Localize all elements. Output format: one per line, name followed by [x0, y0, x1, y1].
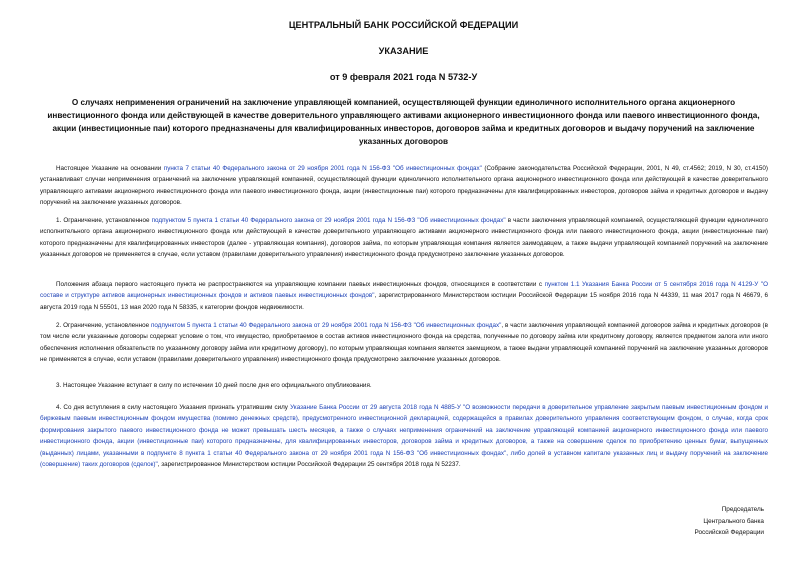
clause-1-text-a: 1. Ограничение, установленное — [56, 217, 152, 224]
preamble-text-a: Настоящее Указание на основании — [56, 165, 164, 172]
signature-org-line-1: Центрального банка — [703, 517, 764, 525]
clause-1-2-text-a: Положения абзаца первого настоящего пункта не распространяются на управляющие компании паевых инвестиционных фондов, относящихся в соответствии с — [56, 281, 545, 288]
link-law-156fz-art40-p7[interactable]: пункта 7 статьи 40 Федерального закона от 29 ноября 2001 года N 156-ФЗ "Об инвестиционных фондах" — [163, 165, 482, 172]
clause-1-2-text-b: , зарегистрированного Министерством юстиции Российской Федерации 15 ноября 2016 года N 44339, 11 мая 2017 года N 46679, 6 августа 2019 года N 55501, 13 мая 2020 года N 58335, к категории фондов недвижимости. — [40, 292, 769, 311]
signature-org-line-2: Российской Федерации — [694, 529, 764, 536]
clause-4-paragraph — [40, 402, 768, 470]
clause-1-paragraph — [40, 215, 768, 261]
clause-4-text-b: , зарегистрированное Министерством юстиции Российской Федерации 25 сентября 2018 года N 52237. — [157, 461, 461, 469]
link-ukazanie-4129u[interactable]: пунктом 1.1 Указания Банка России от 5 сентября 2016 года N 4129-У "О составе и структуре активов акционерных инвестиционных фондов и активов паевых инвестиционных фондов" — [40, 281, 768, 300]
clause-1-second-paragraph — [40, 279, 768, 313]
document-type-heading: УКАЗАНИЕ — [378, 46, 429, 56]
link-ukazanie-4885u[interactable]: Указание Банка России от 29 августа 2018 года N 4885-У "О возможности передачи в доверительное управление закрытым паевым инвестиционным фондом и биржевым паевым инвестиционным фондом имущества (помимо денежных средств), предусмотренного инвестиционной декларацией, содержащейся в правилах доверительного управления соответствующим фондом, о случае, когда срок формирования закрытого паевого инвестиционного фонда не может превышать шесть месяцев, а также о случаях неприменения ограничений на заключение управляющей компанией акционерного инвестиционного фонда или паевого инвестиционного фонда, акции (инвестиционные паи) которого предназначены, для квалифицированных инвесторов, договоров займа и кредитных договоров, а также на совершение сделок по приобретению ценных бумаг, выпущенных (выданных) лицами, указанными в — [40, 404, 768, 457]
link-law-156fz-art40-p1-sp5[interactable]: подпунктом 5 пункта 1 статьи 40 Федерального закона от 29 ноября 2001 года N 156-ФЗ "Об инвестиционных фондах" — [151, 217, 506, 224]
signature-role: Председатель — [721, 506, 764, 513]
document-title: О случаях неприменения ограничений на заключение управляющей компанией, осуществляющей функции единоличного исполнительного органа акционерного инвестиционного фонда или действующей в качестве доверительного управляющего активами акционерного инвестиционного фонда или паевого инвестиционного фонда, акции (инвестиционные паи) которого предназначены для квалифицированных инвесторов, договоров займа и кредитных договоров и выдачу поручений на заключение указанных договоров — [47, 98, 760, 146]
document-date-number: от 9 февраля 2021 года N 5732-У — [329, 72, 478, 82]
clause-2-text-b: , в части заключения управляющей компанией договоров займа и кредитных договоров (в том числе если указанные договоры содержат условие о том, что имущество, приобретаемое в состав активов инвестиционного фонда на средства, полученные по договору займа или кредитному договору, является предметом залога или иного обеспечения исполнения обязательств по указанному договору займа или кредитному договору), по которым управляющая компания является заемщиком, а также выдачи управляющей компанией поручений на заключение указанных договоров не применяется в случае, если уставом (правилами доверительного управления) инвестиционного фонда предусмотрено заключение указанных договоров. — [40, 322, 768, 364]
link-law-156fz-art40-p1-sp8[interactable]: подпункте 8 пункта 1 статьи 40 Федерального закона от 29 ноября 2001 года N 156-ФЗ "Об инвестиционных фондах" — [146, 449, 507, 457]
preamble-paragraph — [40, 163, 768, 209]
signature-block — [695, 504, 765, 539]
link-ukazanie-4885u-continued[interactable]: , либо долей в уставном капитале указанных лиц и выдачу поручений на заключение (совершение) таких договоров (сделок)" — [40, 449, 768, 469]
clause-2-text-a: 2. Ограничение, установленное — [56, 322, 151, 329]
clause-4-text-a: 4. Со дня вступления в силу настоящего Указания признать утратившим силу — [56, 404, 291, 411]
preamble-text-b: (Собрание законодательства Российской Федерации, 2001, N 49, ст.4562; 2019, N 30, ст.4150) устанавливает случаи неприменения ограничений на заключение управляющей компанией, осуществляющей функции единоличного исполнительного органа акционерного инвестиционного фонда или действующей в качестве доверительного управляющего активами акционерного инвестиционного фонда или паевого инвестиционного фонда, акции (инвестиционные паи) которого предназначены для квалифицированных инвесторов, договоров займа и кредитных договоров и выдачу поручений на заключение указанных договоров. — [40, 165, 768, 207]
link-law-156fz-art40-p1-sp5-b[interactable]: подпунктом 5 пункта 1 статьи 40 Федерального закона от 29 ноября 2001 года N 156-ФЗ "Об инвестиционных фондах" — [151, 322, 502, 329]
issuer-heading: ЦЕНТРАЛЬНЫЙ БАНК РОССИЙСКОЙ ФЕДЕРАЦИИ — [288, 20, 519, 30]
clause-3-paragraph: 3. Настоящее Указание вступает в силу по истечении 10 дней после дня его официального опубликования. — [56, 382, 372, 389]
clause-1-text-b: в части заключения управляющей компанией, осуществляющей функции единоличного исполнительного органа акционерного инвестиционного фонда или действующей в качестве доверительного управляющего активами акционерного инвестиционного фонда или паевого инвестиционного фонда, акции (инвестиционные паи) которого предназначены для квалифицированных инвесторов (далее - управляющая компания), договоров займа, по которым управляющая компания является заимодавцем, а также выдачи управляющей компанией поручений на заключение указанных договоров не применяется в случае, если уставом (правилами доверительного управления) инвестиционного фонда предусмотрено заключение указанных договоров. — [40, 217, 768, 259]
clause-2-paragraph — [40, 320, 768, 366]
